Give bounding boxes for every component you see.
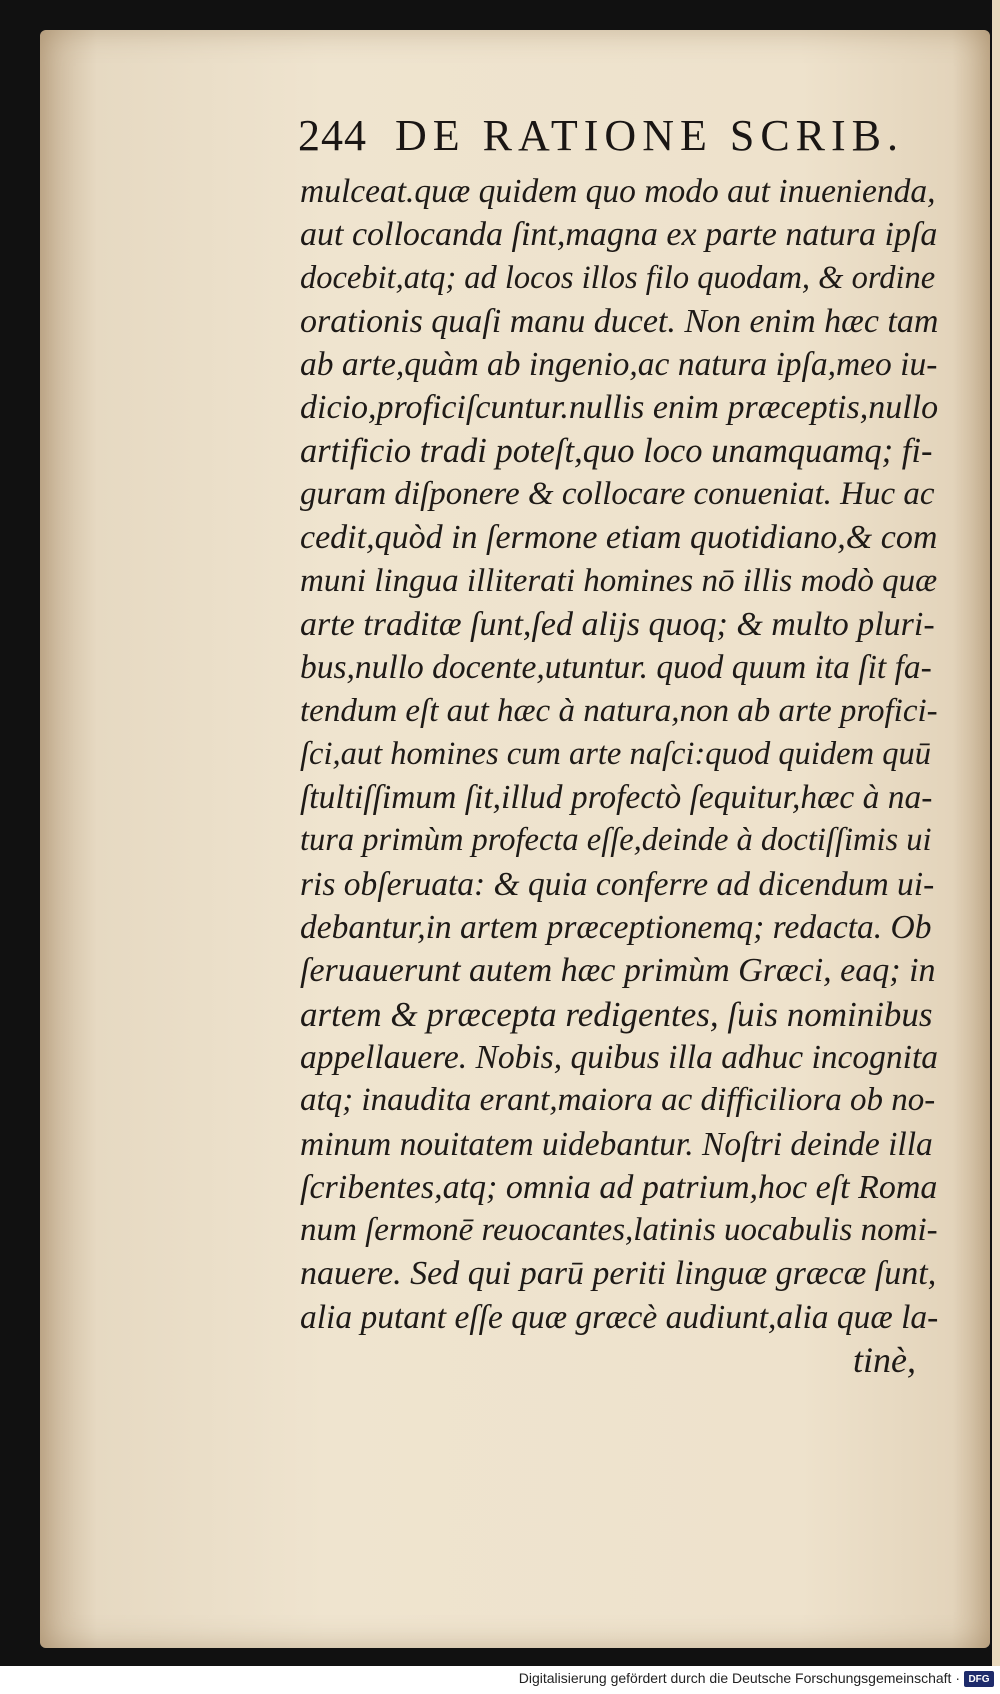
text-line: artificio tradi poteſt,quo loco unamquamq; fi- xyxy=(300,431,933,470)
text-line: ſtultiſſimum ſit,illud profectò ſequitur,hæc à na- xyxy=(300,779,933,817)
text-line: atq; inaudita erant,maiora ac difficiliora ob no- xyxy=(300,1082,936,1119)
running-header xyxy=(298,110,938,170)
catchword: tinè, xyxy=(853,1340,916,1381)
text-line: bus,nullo docente,utuntur. quod quum ita ſit fa- xyxy=(300,649,932,687)
text-line: nauere. Sed qui parū periti linguæ græcæ ſunt, xyxy=(300,1255,937,1293)
dfg-logo-icon: DFG xyxy=(964,1671,994,1687)
text-line: docebit,atq; ad locos illos filo quodam, & ordine xyxy=(300,259,936,296)
digitization-footer xyxy=(0,1666,1000,1694)
text-line: guram diſponere & collocare conueniat. Huc ac xyxy=(300,476,935,513)
text-line: aut collocanda ſint,magna ex parte natura ipſa xyxy=(300,216,938,254)
text-line: muni lingua illiterati homines nō illis modò quæ xyxy=(300,562,938,599)
text-line: appellauere. Nobis, quibus illa adhuc incognita xyxy=(300,1038,939,1076)
text-line: ſcribentes,atq; omnia ad patrium,hoc eſt Roma xyxy=(300,1168,938,1206)
text-line: artem & præcepta redigentes, ſuis nominibus xyxy=(300,994,933,1034)
running-head-title: DE RATIONE SCRIB. xyxy=(395,111,905,160)
text-line: tura primùm profecta eſſe,deinde à doctiſſimis ui xyxy=(300,822,932,859)
text-line: minum nouitatem uidebantur. Noſtri deinde illa xyxy=(300,1125,933,1163)
text-line: debantur,in artem præceptionemq; redacta. Ob xyxy=(300,909,932,947)
text-line: dicio,proficiſcuntur.nullis enim præceptis,nullo xyxy=(300,389,939,427)
text-line: ab arte,quàm ab ingenio,ac natura ipſa,meo iu- xyxy=(300,346,938,384)
text-line: cedit,quòd in ſermone etiam quotidiano,& com xyxy=(300,519,938,557)
text-line: alia putant eſſe quæ græcè audiunt,alia quæ la- xyxy=(300,1298,939,1336)
page-number: 244 xyxy=(298,111,367,160)
text-line: ris obſeruata: & quia conferre ad dicendum ui- xyxy=(300,865,935,903)
text-line: arte traditæ ſunt,ſed alijs quoq; & multo pluri- xyxy=(300,605,935,643)
text-line: tendum eſt aut hæc à natura,non ab arte profici- xyxy=(300,692,938,729)
facing-page-edge xyxy=(992,0,1000,1666)
body-text xyxy=(300,170,940,1382)
text-line: ſeruauerunt autem hæc primùm Græci, eaq; in xyxy=(300,952,936,990)
text-line: ſci,aut homines cum arte naſci:quod quidem quū xyxy=(300,735,931,772)
text-line: orationis quaſi manu ducet. Non enim hæc tam xyxy=(300,302,939,340)
text-line: mulceat.quæ quidem quo modo aut inuenienda, xyxy=(300,173,936,210)
text-line: num ſermonē reuocantes,latinis uocabulis nomi- xyxy=(300,1212,938,1249)
funding-credit: Digitalisierung gefördert durch die Deutsche Forschungsgemeinschaft · xyxy=(518,1670,960,1686)
